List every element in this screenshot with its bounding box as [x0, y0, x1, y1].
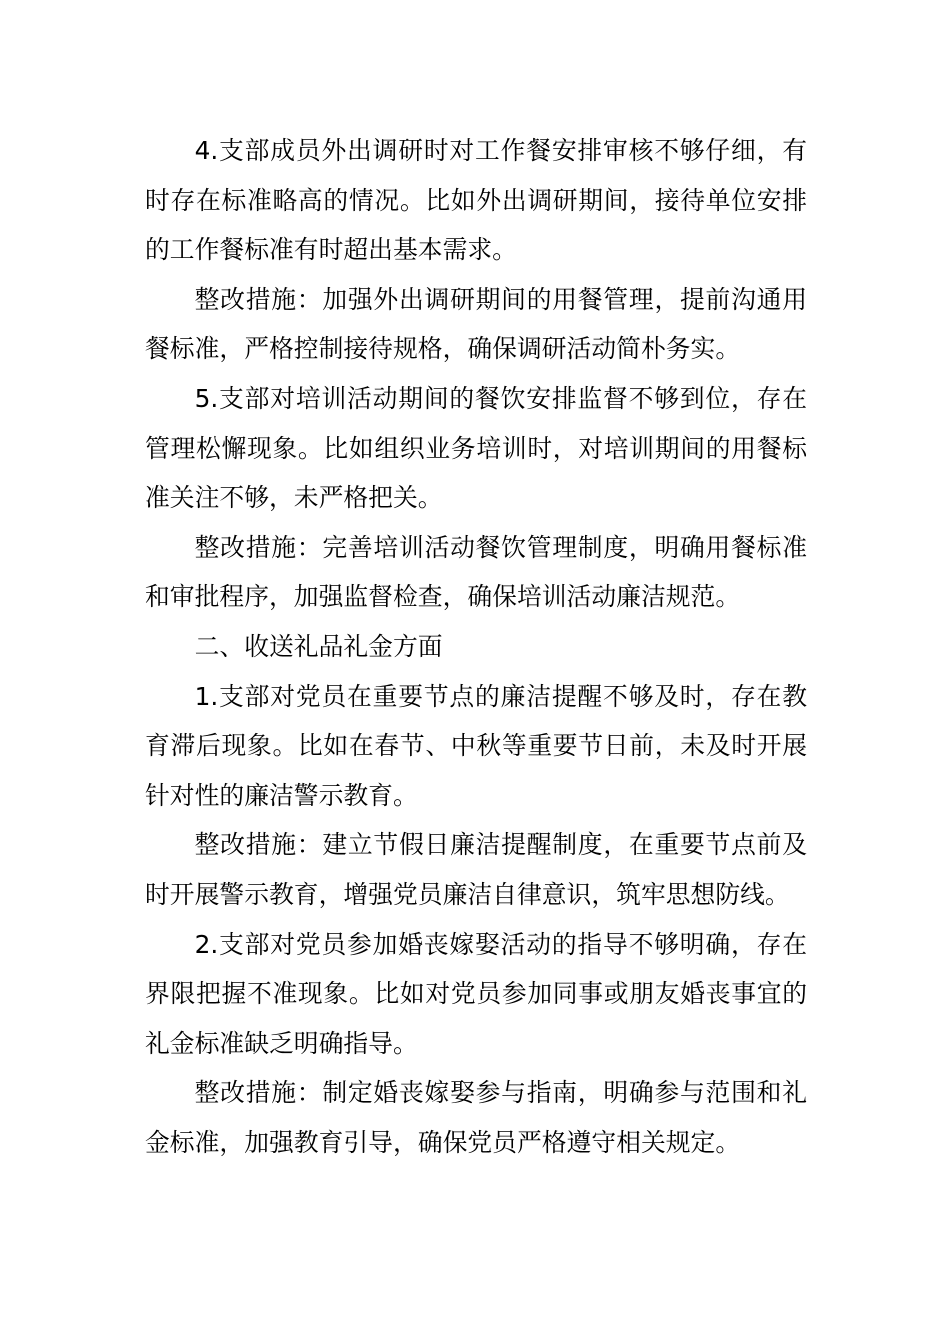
document-body [145, 126, 807, 1167]
section-heading-gifts: 二、收送礼品礼金方面 [194, 631, 443, 661]
paragraph-measure-5: 整改措施：完善培训活动餐饮管理制度，明确用餐标准和审批程序，加强监督检查，确保培训活动廉洁规范。 [145, 532, 807, 612]
paragraph-gift-issue-1: 1.支部对党员在重要节点的廉洁提醒不够及时，存在教育滞后现象。比如在春节、中秋等重要节日前，未及时开展针对性的廉洁警示教育。 [145, 681, 807, 810]
paragraph-issue-4: 4.支部成员外出调研时对工作餐安排审核不够仔细，有时存在标准略高的情况。比如外出调研期间，接待单位安排的工作餐标准有时超出基本需求。 [145, 136, 807, 265]
paragraph-gift-issue-2: 2.支部对党员参加婚丧嫁娶活动的指导不够明确，存在界限把握不准现象。比如对党员参加同事或朋友婚丧事宜的礼金标准缺乏明确指导。 [145, 929, 807, 1058]
paragraph-issue-5: 5.支部对培训活动期间的餐饮安排监督不够到位，存在管理松懈现象。比如组织业务培训时，对培训期间的用餐标准关注不够，未严格把关。 [145, 383, 807, 513]
paragraph-measure-4: 整改措施：加强外出调研期间的用餐管理，提前沟通用餐标准，严格控制接待规格，确保调研活动简朴务实。 [145, 284, 807, 364]
paragraph-gift-measure-1: 整改措施：建立节假日廉洁提醒制度，在重要节点前及时开展警示教育，增强党员廉洁自律意识，筑牢思想防线。 [145, 830, 807, 909]
paragraph-gift-measure-2: 整改措施：制定婚丧嫁娶参与指南，明确参与范围和礼金标准，加强教育引导，确保党员严格遵守相关规定。 [145, 1078, 807, 1157]
